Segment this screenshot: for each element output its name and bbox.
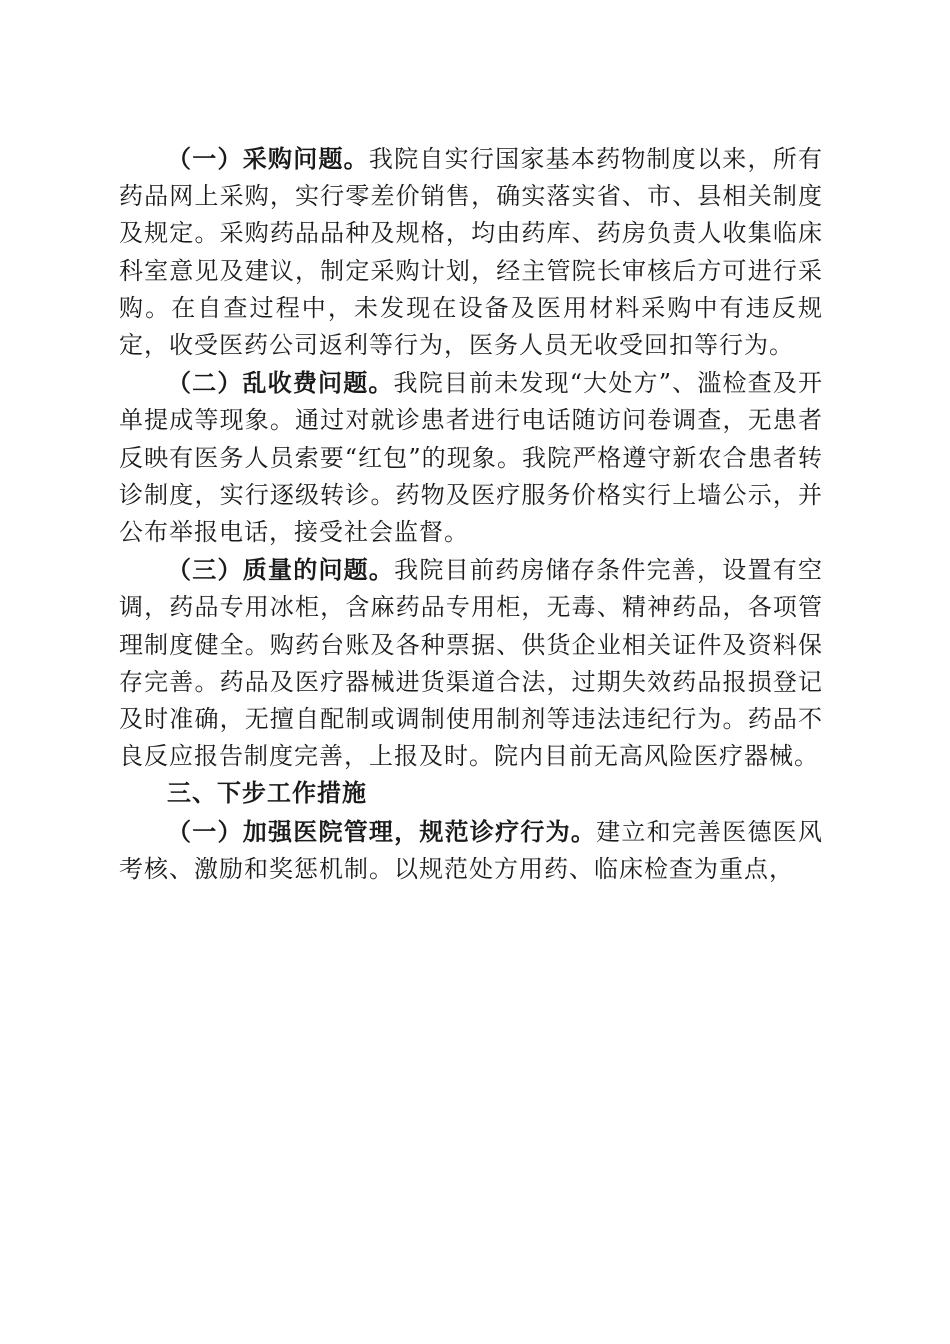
paragraph-procurement: [119, 140, 823, 364]
document-page: [119, 140, 823, 888]
paragraph-lead: （三）质量的问题。: [167, 555, 395, 585]
paragraph-lead: （二）乱收费问题。: [167, 368, 394, 398]
paragraph-body: 我院目前药房储存条件完善，设置有空调，药品专用冰柜，含麻药品专用柜，无毒、精神药品，各项管理制度健全。购药台账及各种票据、供货企业相关证件及资料保存完善。药品及医疗器械进货渠道合法，过期失效药品报损登记及时准确，无擅自配制或调制使用制剂等违法违纪行为。药品不良反应报告制度完善，上报及时。院内目前无高风险医疗器械。: [119, 556, 824, 771]
paragraph-body: 建立和完善医德医风考核、激励和奖惩机制。以规范处方用药、临床检查为重点，: [119, 817, 824, 883]
paragraph-lead: （一）加强医院管理，规范诊疗行为。: [167, 816, 597, 846]
paragraph-body: 我院目前未发现“大处方”、滥检查及开单提成等现象。通过对就诊患者进行电话随访问卷调查，无患者反映有医务人员索要“红包”的现象。我院严格遵守新农合患者转诊制度，实行逐级转诊。药物及医疗服务价格实行上墙公示，并公布举报电话，接受社会监督。: [119, 369, 823, 547]
section-heading: 三、下步工作措施: [167, 779, 367, 808]
paragraph-fees: [119, 364, 823, 551]
paragraph-quality: [119, 551, 823, 775]
paragraph-management: [119, 813, 823, 888]
paragraph-body: 我院自实行国家基本药物制度以来，所有药品网上采购，实行零差价销售，确实落实省、市、县相关制度及规定。采购药品品种及规格，均由药库、药房负责人收集临床科室意见及建议，制定采购计划，经主管院长审核后方可进行采购。在自查过程中，未发现在设备及医用材料采购中有违反规定，收受医药公司返利等行为，医务人员无收受回扣等行为。: [119, 145, 824, 360]
paragraph-lead: （一）采购问题。: [167, 144, 369, 173]
